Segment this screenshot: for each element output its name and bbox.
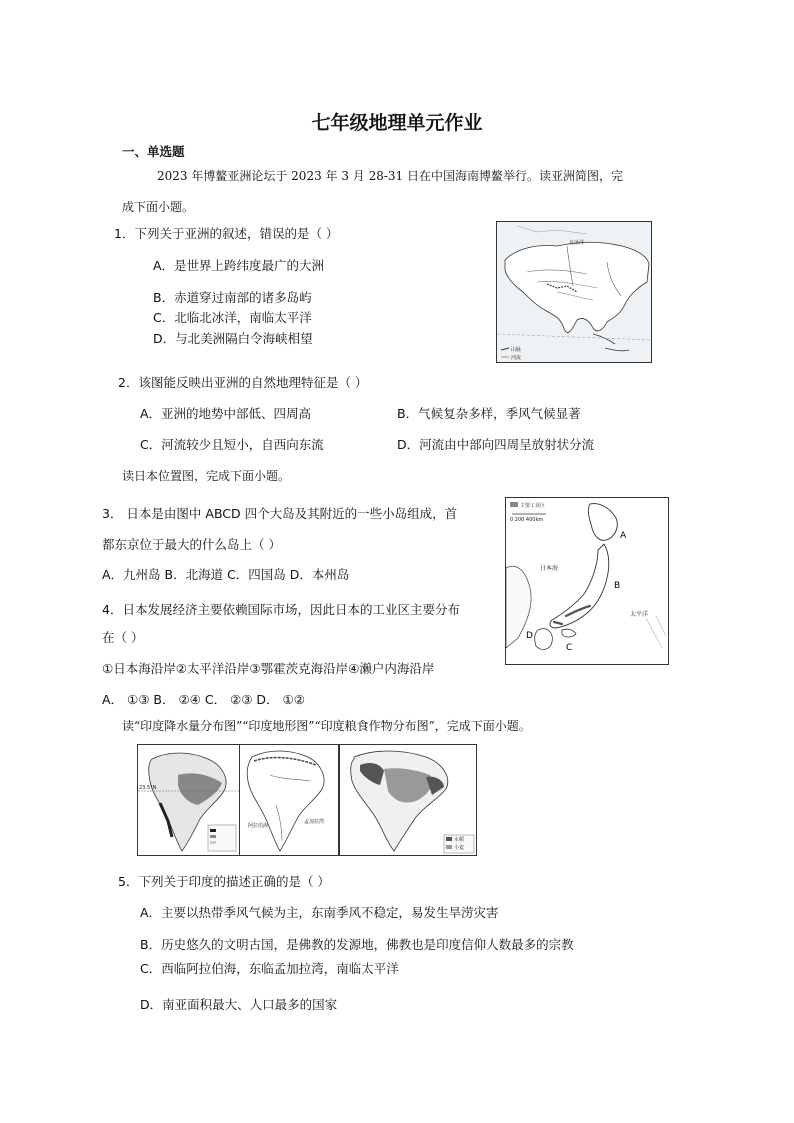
pacific-label: 太平洋 [630, 611, 649, 618]
q1-stem: 1．下列关于亚洲的叙述，错误的是（ ） [114, 226, 339, 241]
q2-option-d: D．河流由中部向四周呈放射状分流 [397, 437, 595, 452]
india-crops-map [339, 744, 477, 856]
q1-option-a: A．是世界上跨纬度最广的大洲 [153, 258, 325, 273]
q2-option-c: C．河流较少且短小，自西向东流 [140, 437, 324, 452]
label-b: B [614, 581, 621, 591]
bay-of-bengal-label: 孟加拉湾 [304, 819, 325, 825]
q5-option-d: D．南亚面积最大、人口最多的国家 [140, 997, 338, 1012]
q5-option-c: C．西临阿拉伯海，东临孟加拉湾，南临太平洋 [140, 961, 399, 976]
q1-option-c: C．北临北冰洋，南临太平洋 [153, 310, 312, 325]
intro-asia-line2: 成下面小题。 [122, 200, 195, 214]
q5-stem: 5．下列关于印度的描述正确的是（ ） [118, 874, 330, 889]
legend-river-label: 河流 [511, 355, 522, 361]
q3-options: A．九州岛 B．北海道 C．四国岛 D．本州岛 [102, 567, 350, 582]
legend-wheat-label: 小麦 [454, 845, 465, 851]
section-heading: 一、单选题 [122, 144, 185, 159]
q1-option-b: B．赤道穿过南部的诸多岛屿 [153, 290, 312, 305]
scale-label: 0 200 400km [510, 517, 544, 523]
sea-of-japan-label: 日本海 [540, 565, 559, 572]
q4-stem-line2: 在（ ） [102, 630, 144, 645]
label-c: C [566, 643, 573, 653]
q2-option-a: A．亚洲的地势中部低、四周高 [140, 406, 312, 421]
q3-stem-line1: 3． 日本是由图中 ABCD 四个大岛及其附近的一些小岛组成，首 [102, 506, 458, 521]
intro-asia-line1: 2023 年博鳌亚洲论坛于 2023 年 3 月 28-31 日在中国海南博鳌举行。读亚洲简图，完 [157, 169, 624, 183]
label-a: A [620, 531, 627, 541]
legend-rice-label: 水稻 [454, 837, 465, 843]
legend-mountain-label: 山脉 [511, 347, 522, 353]
q5-option-a: A．主要以热带季风气候为主，东南季风不稳定，易发生旱涝灾害 [140, 905, 499, 920]
india-precipitation-map [137, 744, 240, 856]
q5-option-b: B．历史悠久的文明古国，是佛教的发源地，佛教也是印度信仰人数最多的宗教 [140, 937, 574, 952]
q4-options: A． ①③ B． ②④ C． ②③ D． ①② [102, 692, 305, 707]
legend-industrial-label: 主要工业区 [520, 503, 546, 509]
q3-stem-line2: 都东京位于最大的什么岛上（ ） [102, 537, 281, 552]
intro-japan: 读日本位置图，完成下面小题。 [122, 469, 291, 483]
india-terrain-map [239, 744, 339, 856]
asia-map [496, 221, 652, 363]
q2-stem: 2．该图能反映出亚洲的自然地理特征是（ ） [118, 375, 368, 390]
label-d: D [526, 631, 533, 641]
arabian-sea-label: 阿拉伯海 [248, 823, 269, 829]
q4-statements: ①日本海沿岸②太平洋沿岸③鄂霍茨克海沿岸④濑户内海沿岸 [102, 661, 435, 676]
q2-option-b: B．气候复杂多样，季风气候显著 [397, 406, 581, 421]
intro-india: 读“印度降水量分布图”“印度地形图”“印度粮食作物分布图”，完成下面小题。 [122, 719, 531, 733]
q1-option-d: D．与北美洲隔白令海峡相望 [153, 331, 313, 346]
japan-map [505, 497, 669, 665]
tropic-label: 23.5°N [139, 785, 157, 791]
arctic-ocean-label: 北冰洋 [569, 240, 585, 246]
page-title: 七年级地理单元作业 [311, 112, 483, 134]
q4-stem-line1: 4．日本发展经济主要依赖国际市场，因此日本的工业区主要分布 [102, 602, 460, 617]
